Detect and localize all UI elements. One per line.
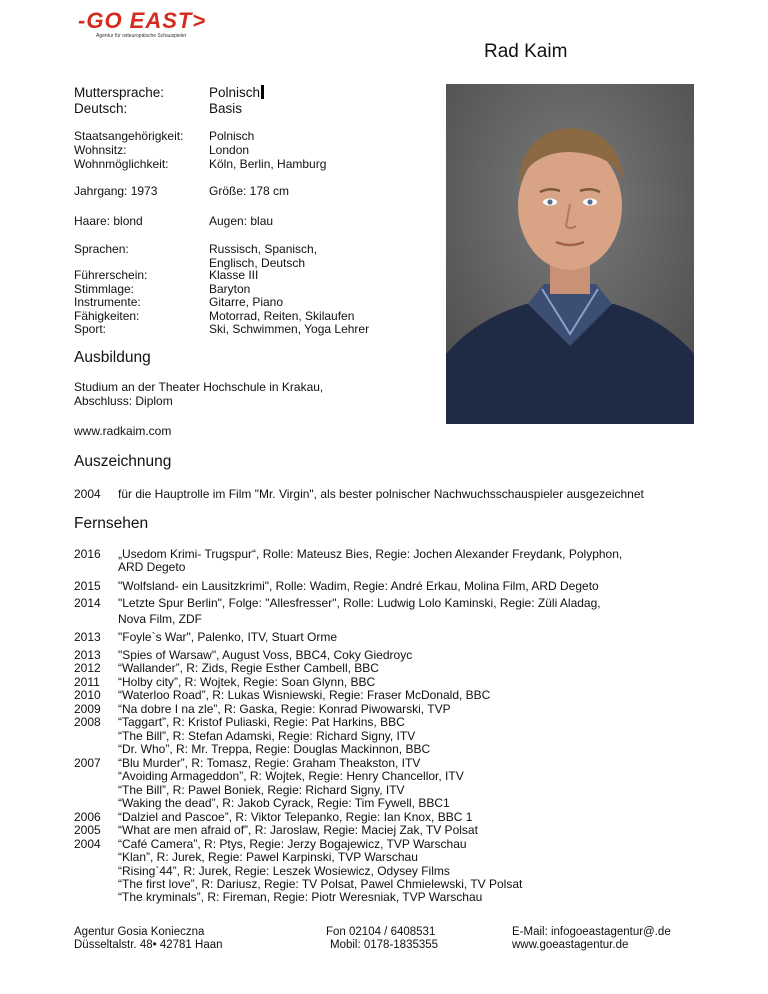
award-text: für die Hauptrolle im Film "Mr. Virgin", als bester polnischer Nachwuchsschauspieler ausgezeichnet [118, 487, 644, 501]
tv-entry-text: “Dr. Who”, R: Mr. Treppa, Regie: Douglas Mackinnon, BBC [118, 742, 431, 756]
tv-entry-text: “Avoiding Armageddon”, R: Wojtek, Regie: Henry Chancellor, ITV [118, 769, 464, 783]
german-value: Basis [209, 101, 243, 116]
website-link[interactable]: www.radkaim.com [74, 424, 172, 438]
tv-entry-year: 2004 [74, 837, 101, 851]
residence-value: London [209, 143, 250, 157]
tv-entry-text: "Wolfsland- ein Lausitzkrimi", Rolle: Wadim, Regie: André Erkau, Molina Film, ARD Degeto [118, 579, 599, 593]
tv-entry-text: "Foyle`s War", Palenko, ITV, Stuart Orme [118, 630, 338, 644]
sport-label: Sport: [74, 322, 107, 336]
tv-entry-text: “Waking the dead”, R: Jakob Cyrack, Regie: Tim Fywell, BBC1 [118, 796, 450, 810]
education-text [74, 380, 323, 408]
mother-tongue-label: Muttersprache: [74, 85, 165, 100]
residence-values [209, 129, 326, 171]
education-line-2: Abschluss: Diplom [74, 394, 173, 408]
tv-entry-text: “Holby city”, R: Wojtek, Regie: Soan Glynn, BBC [118, 675, 376, 689]
tv-entry-text: “Café Camera”, R: Ptys, Regie: Jerzy Bogajewicz, TVP Warschau [118, 837, 467, 851]
nationality-value: Polnisch [209, 129, 255, 143]
possible-residence-value: Köln, Berlin, Hamburg [209, 157, 327, 171]
tv-entry-text: “Rising`44”, R: Jurek, Regie: Leszek Wosiewicz, Odysey Films [118, 864, 450, 878]
tv-entry-year: 2007 [74, 756, 101, 770]
german-label: Deutsch: [74, 101, 128, 116]
tv-entry-text: “The Bill”, R: Pawel Boniek, Regie: Richard Signy, ITV [118, 783, 405, 797]
education-line-1: Studium an der Theater Hochschule in Krakau, [74, 380, 324, 394]
tv-entry-text: "Spies of Warsaw", August Voss, BBC4, Coky Giedroyc [118, 648, 413, 662]
tv-entry-text: “The Bill”, R: Stefan Adamski, Regie: Richard Signy, ITV [118, 729, 416, 743]
height: Größe: 178 cm [209, 184, 290, 198]
tv-entry-year: 2016 [74, 547, 101, 561]
voice-label: Stimmlage: [74, 281, 135, 296]
agency-website-link[interactable]: www.goeastagentur.de [512, 939, 629, 951]
tv-entry-text: “Taggart”, R: Kristof Puliaski, Regie: Pat Harkins, BBC [118, 715, 405, 729]
phone-number: Fon 02104 / 6408531 [326, 926, 436, 938]
portrait-photo [446, 84, 694, 424]
footer-phone [326, 926, 438, 952]
award-year: 2004 [74, 487, 101, 501]
tv-entry-year: 2010 [74, 688, 101, 702]
tv-entry-year: 2005 [74, 823, 101, 837]
license-label: Führerschein: [74, 268, 148, 282]
eyes: Augen: blau [209, 214, 274, 228]
mother-tongue-value: Polnisch [209, 85, 261, 100]
tv-entry-text: “Wallander”, R: Zids, Regie Esther Cambell, BBC [118, 661, 379, 675]
education-heading: Ausbildung [74, 349, 151, 366]
sport-value: Ski, Schwimmen, Yoga Lehrer [209, 322, 370, 336]
residence-labels [74, 129, 183, 171]
tv-entry-year: 2014 [74, 596, 101, 610]
mobile-number: Mobil: 0178-1835355 [330, 939, 439, 951]
languages-label: Sprachen: [74, 242, 129, 256]
tv-entry-text: “Dalziel and Pascoe”, R: Viktor Telepanko, Regie: Ian Knox, BBC 1 [118, 810, 473, 824]
languages-line-1: Russisch, Spanisch, [209, 242, 318, 256]
tv-entry-text: “The kryminals”, R: Fireman, Regie: Piotr Weresniak, TVP Warschau [118, 890, 483, 904]
languages-values [209, 85, 264, 117]
possible-residence-label: Wohnmöglichkeit: [74, 157, 169, 171]
logo-text: -GO EAST> [78, 8, 207, 33]
tv-entry-year: 2013 [74, 648, 101, 662]
nationality-label: Staatsangehörigkeit: [74, 129, 184, 143]
skills-labels [74, 269, 147, 337]
television-heading: Fernsehen [74, 515, 149, 532]
tv-entry-text: “The first love”, R: Dariusz, Regie: TV Polsat, Pawel Chmielewski, TV Polsat [118, 877, 523, 891]
languages-line-2: Englisch, Deutsch [209, 256, 306, 270]
agency-address: Düsseltalstr. 48• 42781 Haan [74, 939, 223, 951]
voice-value: Baryton [209, 281, 251, 296]
agency-name: Agentur Gosia Konieczna [74, 926, 205, 938]
logo-tagline: Agentur für osteuropäische Schauspieler [96, 33, 187, 39]
award-heading: Auszeichnung [74, 453, 172, 470]
tv-entry-text: Nova Film, ZDF [118, 612, 202, 626]
tv-entry-year: 2015 [74, 579, 101, 593]
tv-entry-year: 2012 [74, 661, 101, 675]
birth-year: Jahrgang: 1973 [74, 184, 158, 198]
tv-entry-year: 2013 [74, 630, 101, 644]
instruments-value: Gitarre, Piano [209, 295, 284, 309]
tv-entry-text: ARD Degeto [118, 560, 186, 574]
hair: Haare: blond [74, 214, 143, 228]
tv-entry-text: „Usedom Krimi- Trugspur“, Rolle: Mateusz Bies, Regie: Jochen Alexander Freydank, Polyphon, [118, 547, 623, 561]
tv-entry-year: 2011 [74, 675, 100, 689]
tv-entry-year: 2008 [74, 715, 101, 729]
footer-agency [74, 926, 223, 952]
tv-entry-year: 2009 [74, 702, 101, 716]
tv-entry-text: “Klan”, R: Jurek, Regie: Pawel Karpinski, TVP Warschau [118, 850, 418, 864]
tv-entry-text: “Waterloo Road”, R: Lukas Wisniewski, Regie: Fraser McDonald, BBC [118, 688, 491, 702]
tv-entry-text: "Letzte Spur Berlin", Folge: "Allesfresser", Rolle: Ludwig Lolo Kaminski, Regie: Züli Aladag, [118, 596, 601, 610]
email-link[interactable]: E-Mail: infogoeastagentur@.de [512, 926, 671, 938]
skills-values [209, 269, 369, 337]
tv-entry-text: “Blu Murder”, R: Tomasz, Regie: Graham Theakston, ITV [118, 756, 421, 770]
abilities-value: Motorrad, Reiten, Skilaufen [209, 308, 355, 323]
abilities-label: Fähigkeiten: [74, 308, 140, 323]
tv-entry-text: “What are men afraid of”, R: Jaroslaw, Regie: Maciej Zak, TV Polsat [118, 823, 478, 837]
license-value: Klasse III [209, 268, 259, 282]
languages-value [209, 242, 317, 270]
instruments-label: Instrumente: [74, 295, 141, 309]
languages-block [74, 85, 164, 117]
residence-label: Wohnsitz: [74, 143, 127, 157]
tv-entry-text: “Na dobre I na zle”, R: Gaska, Regie: Konrad Piwowarski, TVP [118, 702, 451, 716]
footer-contact [512, 926, 671, 952]
tv-entry-year: 2006 [74, 810, 101, 824]
agency-logo [78, 8, 218, 44]
actor-name: Rad Kaim [484, 41, 568, 62]
text-cursor [261, 85, 264, 99]
